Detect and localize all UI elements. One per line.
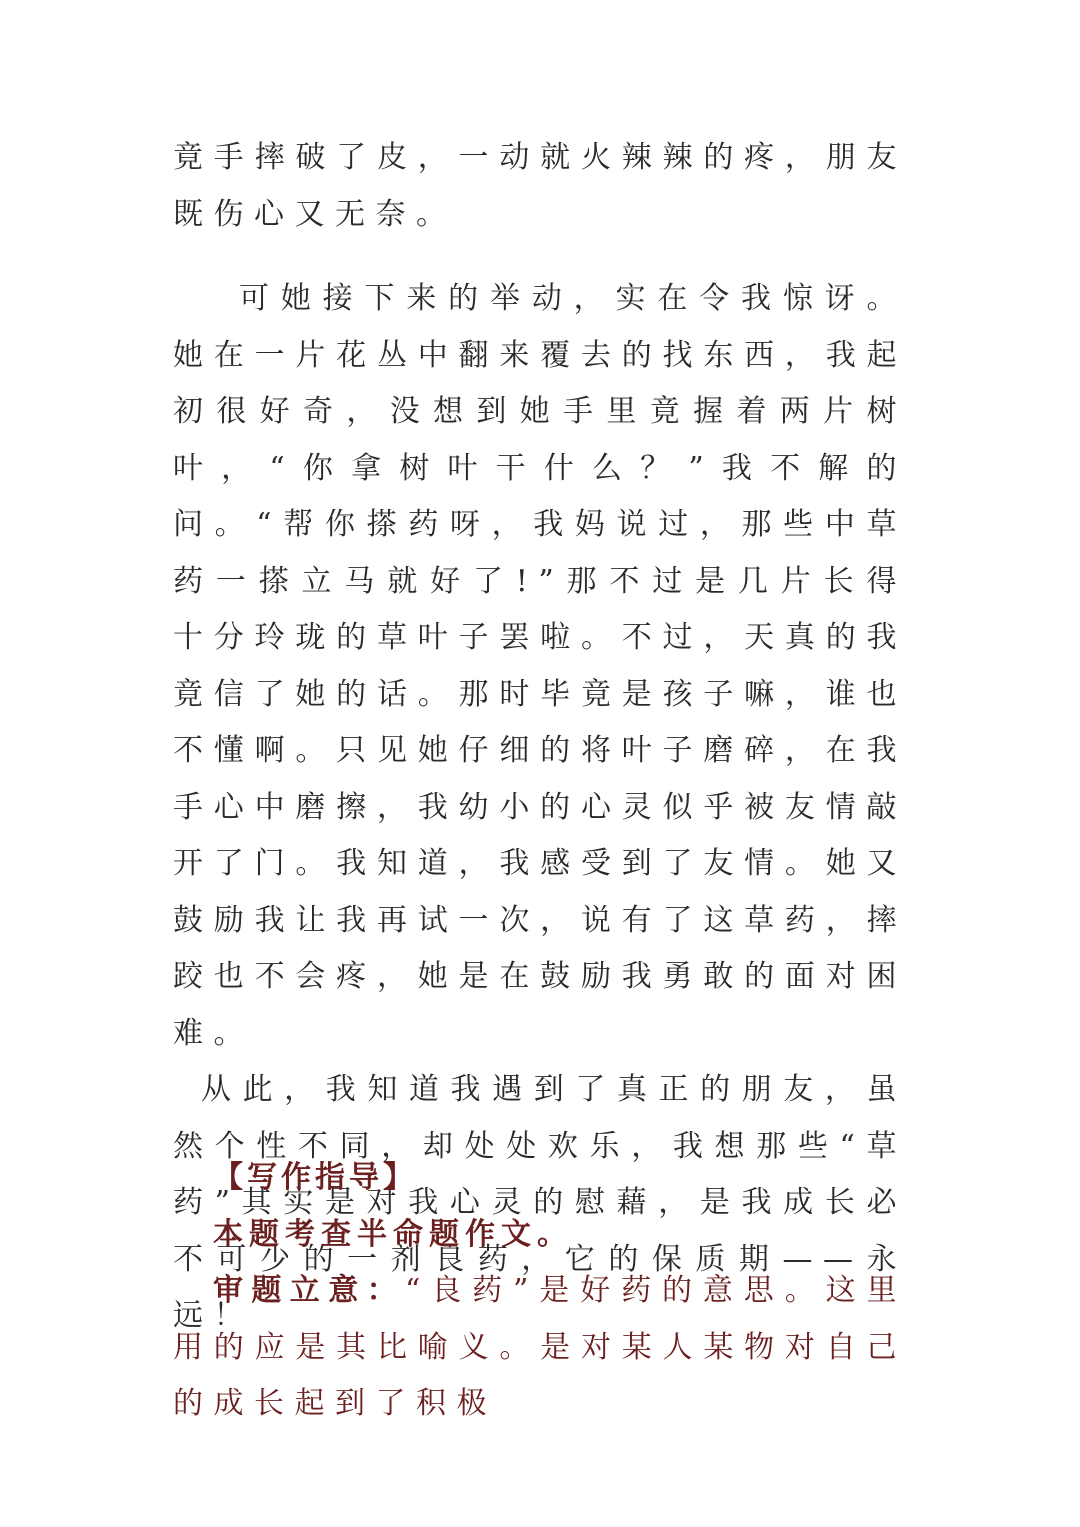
guide-heading: 【写作指导】 (213, 1160, 417, 1195)
analysis-label: 审题立意： (213, 1273, 406, 1308)
guide-subheading: 本题考查半命题作文。 (213, 1216, 573, 1252)
essay-paragraph-2: 可她接下来的举动，实在令我惊讶。她在一片花丛中翻来覆去的找东西，我起初很好奇，没想到她手里竟握着两片树叶，“你拿树叶干什么？”我不解的问。“帮你搽药呀，我妈说过，那些中草药一搽立马就好了!”那不过是几片长得十分玲珑的草叶子罢啦。不过，天真的我竟信了她的话。那时毕竟是孩子嘛，谁也不懂啊。只见她仔细的将叶子磨碎，在我手心中磨擦，我幼小的心灵似乎被友情敲开了门。我知道，我感受到了友情。她又鼓励我让我再试一次，说有了这草药，摔跤也不会疼，她是在鼓励我勇敢的面对困难。 (173, 281, 907, 1051)
writing-guide (173, 1150, 907, 1433)
essay-paragraph-1: 竟手摔破了皮，一动就火辣辣的疼，朋友既伤心又无奈。 (173, 140, 907, 232)
guide-analysis (173, 1263, 907, 1433)
analysis-text: “良药”是好药的意思。这里用的应是其比喻义。是对某人某物对自己的成长起到了积极 (173, 1273, 907, 1421)
essay-paragraph-3: 从此，我知道我遇到了真正的朋友，虽然个性不同，却处处欢乐，我想那些“草药”其实是对我心灵的慰藉，是我成长必不可少的一剂良药，它的保质期——永远！ (173, 1072, 907, 1333)
